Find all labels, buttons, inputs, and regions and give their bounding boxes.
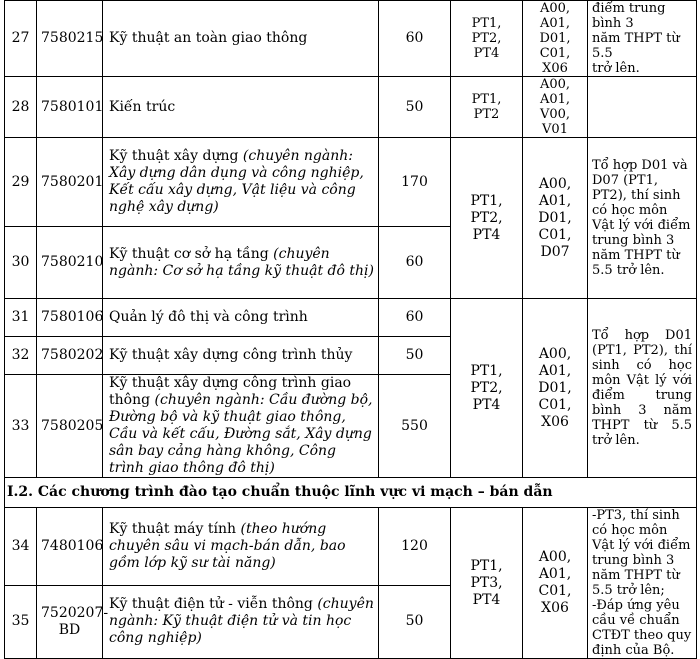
admission-methods: PT1, PT2, PT4 bbox=[451, 299, 523, 478]
admission-methods: PT1, PT2, PT4 bbox=[451, 138, 523, 299]
program-name: Kỹ thuật xây dựng công trình thủy bbox=[109, 347, 353, 363]
program-name-cell bbox=[103, 585, 379, 658]
program-name-cell bbox=[103, 227, 379, 299]
row-number: 30 bbox=[5, 227, 37, 299]
program-specialization: (theo hướng chuyên sâu vi mạch-bán dẫn, bao gồm lớp kỹ sư tài năng) bbox=[109, 520, 346, 571]
program-specialization: (chuyên ngành: Kỹ thuật điện tử và tin học công nghiệp) bbox=[109, 596, 374, 647]
program-code: 7520207- BD bbox=[37, 585, 103, 658]
admission-methods: PT1, PT3, PT4 bbox=[451, 508, 523, 659]
quota-cell: 60 bbox=[379, 299, 451, 337]
notes-cell: Tổ hợp D01 và D07 (PT1, PT2), thí sinh có học môn Vật lý với điểm trung bình 3 năm THPT từ 5.5 trở lên. bbox=[588, 138, 697, 299]
subject-combos: A00, A01, V00, V01 bbox=[523, 77, 588, 138]
quota-cell: 60 bbox=[379, 227, 451, 299]
program-name-cell bbox=[103, 77, 379, 138]
row-number: 35 bbox=[5, 585, 37, 658]
notes-cell: điểm trung bình 3 năm THPT từ 5.5 trở lên. bbox=[588, 1, 697, 77]
quota-cell: 60 bbox=[379, 1, 451, 77]
notes-cell: -PT3, thí sinh có học môn Vật lý với điểm trung bình 3 năm THPT từ 5.5 trở lên; -Đáp ứng yêu cầu về chuẩn CTĐT theo quy định của Bộ. bbox=[588, 508, 697, 659]
section-title: I.2. Các chương trình đào tạo chuẩn thuộc lĩnh vực vi mạch – bán dẫn bbox=[5, 478, 697, 508]
program-code: 7580210 bbox=[37, 227, 103, 299]
program-code: 7580101 bbox=[37, 77, 103, 138]
admission-table bbox=[4, 0, 697, 659]
program-code: 7580106 bbox=[37, 299, 103, 337]
table-row bbox=[5, 1, 697, 77]
table-row bbox=[5, 138, 697, 227]
program-name: Kỹ thuật xây dựng công trình giao thông bbox=[109, 375, 352, 408]
quota-cell: 50 bbox=[379, 585, 451, 658]
program-name: Kỹ thuật xây dựng bbox=[109, 148, 239, 164]
notes-cell bbox=[588, 77, 697, 138]
section-row bbox=[5, 478, 697, 508]
program-name: Kỹ thuật an toàn giao thông bbox=[109, 30, 308, 46]
row-number: 34 bbox=[5, 508, 37, 586]
admission-methods: PT1, PT2 bbox=[451, 77, 523, 138]
quota-cell: 120 bbox=[379, 508, 451, 586]
program-specialization: (chuyên ngành: Cơ sở hạ tầng kỹ thuật đô thị) bbox=[109, 245, 374, 279]
quota-cell: 550 bbox=[379, 375, 451, 478]
row-number: 29 bbox=[5, 138, 37, 227]
quota-cell: 50 bbox=[379, 337, 451, 375]
quota-cell: 50 bbox=[379, 77, 451, 138]
program-name-cell bbox=[103, 138, 379, 227]
subject-combos: A00, A01, D01, C01, X06 bbox=[523, 299, 588, 478]
notes-cell: Tổ hợp D01 (PT1, PT2), thí sinh có học môn Vật lý với điểm trung bình 3 năm THPT từ 5.5 trở lên. bbox=[588, 299, 697, 478]
table-row bbox=[5, 77, 697, 138]
row-number: 27 bbox=[5, 1, 37, 77]
program-specialization: (chuyên ngành: Xây dựng dân dụng và công nghiệp, Kết cấu xây dựng, Vật liệu và công nghệ xây dựng) bbox=[109, 148, 364, 215]
program-name: Kỹ thuật điện tử - viễn thông bbox=[109, 596, 313, 613]
subject-combos: A00, A01, C01, X06 bbox=[523, 508, 588, 659]
table-row bbox=[5, 299, 697, 337]
program-name-cell bbox=[103, 375, 379, 478]
quota-cell: 170 bbox=[379, 138, 451, 227]
program-name: Kỹ thuật cơ sở hạ tầng bbox=[109, 245, 269, 262]
row-number: 28 bbox=[5, 77, 37, 138]
program-name: Quản lý đô thị và công trình bbox=[109, 309, 308, 325]
program-name: Kỹ thuật máy tính bbox=[109, 520, 237, 537]
program-code: 7580201 bbox=[37, 138, 103, 227]
subject-combos: A00, A01, D01, C01, D07 bbox=[523, 138, 588, 299]
program-name: Kiến trúc bbox=[109, 98, 176, 115]
program-name-cell bbox=[103, 299, 379, 337]
admission-methods: PT1, PT2, PT4 bbox=[451, 1, 523, 77]
program-name-cell bbox=[103, 508, 379, 586]
subject-combos: A00, A01, D01, C01, X06 bbox=[523, 1, 588, 77]
row-number: 33 bbox=[5, 375, 37, 478]
program-code: 7580205 bbox=[37, 375, 103, 478]
program-name-cell bbox=[103, 337, 379, 375]
row-number: 32 bbox=[5, 337, 37, 375]
program-code: 7580215 bbox=[37, 1, 103, 77]
row-number: 31 bbox=[5, 299, 37, 337]
table-row bbox=[5, 508, 697, 586]
program-name-cell bbox=[103, 1, 379, 77]
program-code: 7580202 bbox=[37, 337, 103, 375]
program-specialization: (chuyên ngành: Cầu đường bộ, Đường bộ và kỹ thuật giao thông, Cầu và kết cấu, Đường sắt, Xây dựng sân bay cảng hàng không, Công trình giao thông đô thị) bbox=[109, 392, 373, 476]
program-code: 7480106 bbox=[37, 508, 103, 586]
